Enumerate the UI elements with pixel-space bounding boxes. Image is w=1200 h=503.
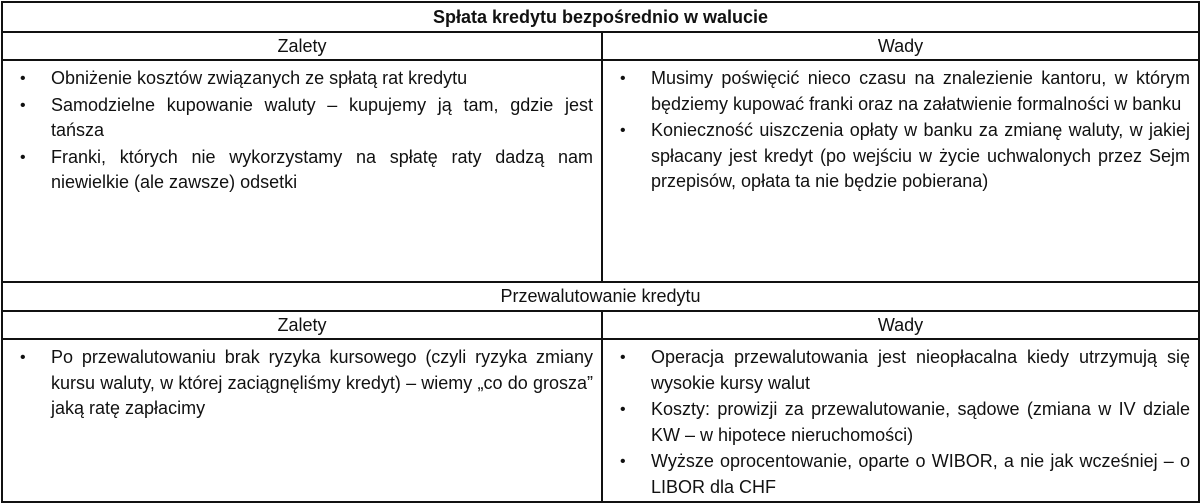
list-item <box>603 118 1190 195</box>
list-item-text: Musimy poświęcić nieco czasu na znalezienie kantoru, w którym będziemy kupować franki oraz na załatwienie formalności w banku <box>651 68 1190 114</box>
list-item <box>603 449 1190 500</box>
list-item-text: Operacja przewalutowania jest nieopłacalna kiedy utrzymują się wysokie kursy walut <box>651 347 1190 393</box>
section2-cons-list <box>603 340 1198 500</box>
list-item <box>603 66 1190 117</box>
section2-cons-header: Wady <box>602 311 1199 339</box>
section2-cons-cell <box>602 339 1199 502</box>
section2-body-row <box>2 339 1199 502</box>
list-item-text: Wyższe oprocentowanie, oparte o WIBOR, a nie jak wcześniej – o LIBOR dla CHF <box>651 451 1190 497</box>
list-item-text: Po przewalutowaniu brak ryzyka kursowego (czyli ryzyka zmiany kursu waluty, w której zaciągnęliśmy kredyt) – wiemy „co do grosza” jaką ratę zapłacimy <box>51 347 593 418</box>
bullet-icon: • <box>620 453 626 470</box>
section1-title: Spłata kredytu bezpośrednio w walucie <box>2 2 1199 32</box>
comparison-table <box>1 1 1200 503</box>
list-item-text: Koszty: prowizji za przewalutowanie, sądowe (zmiana w IV dziale KW – w hipotece nieruchomości) <box>651 399 1190 445</box>
section2-header-row <box>2 311 1199 339</box>
bullet-icon: • <box>620 401 626 418</box>
list-item-text: Franki, których nie wykorzystamy na spłatę raty dadzą nam niewielkie (ale zawsze) odsetki <box>51 146 593 192</box>
list-item <box>603 345 1190 396</box>
bullet-icon: • <box>620 349 626 366</box>
section2-pros-header: Zalety <box>2 311 602 339</box>
section2-title: Przewalutowanie kredytu <box>2 282 1199 311</box>
bullet-icon: • <box>620 122 626 139</box>
section2-title-row <box>2 282 1199 311</box>
section1-cons-cell <box>602 60 1199 282</box>
list-item <box>3 345 593 422</box>
list-item-text: Samodzielne kupowanie waluty – kupujemy ją tam, gdzie jest tańsza <box>51 94 593 140</box>
list-item <box>3 93 593 144</box>
bullet-icon: • <box>20 96 26 114</box>
list-item-text: Obniżenie kosztów związanych ze spłatą rat kredytu <box>51 68 468 88</box>
section1-cons-header: Wady <box>602 32 1199 60</box>
section2-pros-list <box>3 340 601 422</box>
list-item-text: Konieczność uiszczenia opłaty w banku za zmianę waluty, w jakiej spłacany jest kredyt (po wejściu w życie uchwalonych przez Sejm przepisów, opłata ta nie będzie pobierana) <box>651 120 1190 191</box>
section1-pros-header: Zalety <box>2 32 602 60</box>
section1-title-row <box>2 2 1199 32</box>
bullet-icon: • <box>20 148 26 166</box>
list-item <box>603 397 1190 448</box>
list-item <box>3 145 593 196</box>
section1-header-row <box>2 32 1199 60</box>
section2-pros-cell <box>2 339 602 502</box>
section1-pros-cell <box>2 60 602 282</box>
list-item <box>3 66 593 92</box>
bullet-icon: • <box>20 349 26 366</box>
bullet-icon: • <box>620 70 626 87</box>
section1-pros-list <box>3 61 601 196</box>
section1-cons-list <box>603 61 1198 195</box>
bullet-icon: • <box>20 70 26 87</box>
section1-body-row <box>2 60 1199 282</box>
